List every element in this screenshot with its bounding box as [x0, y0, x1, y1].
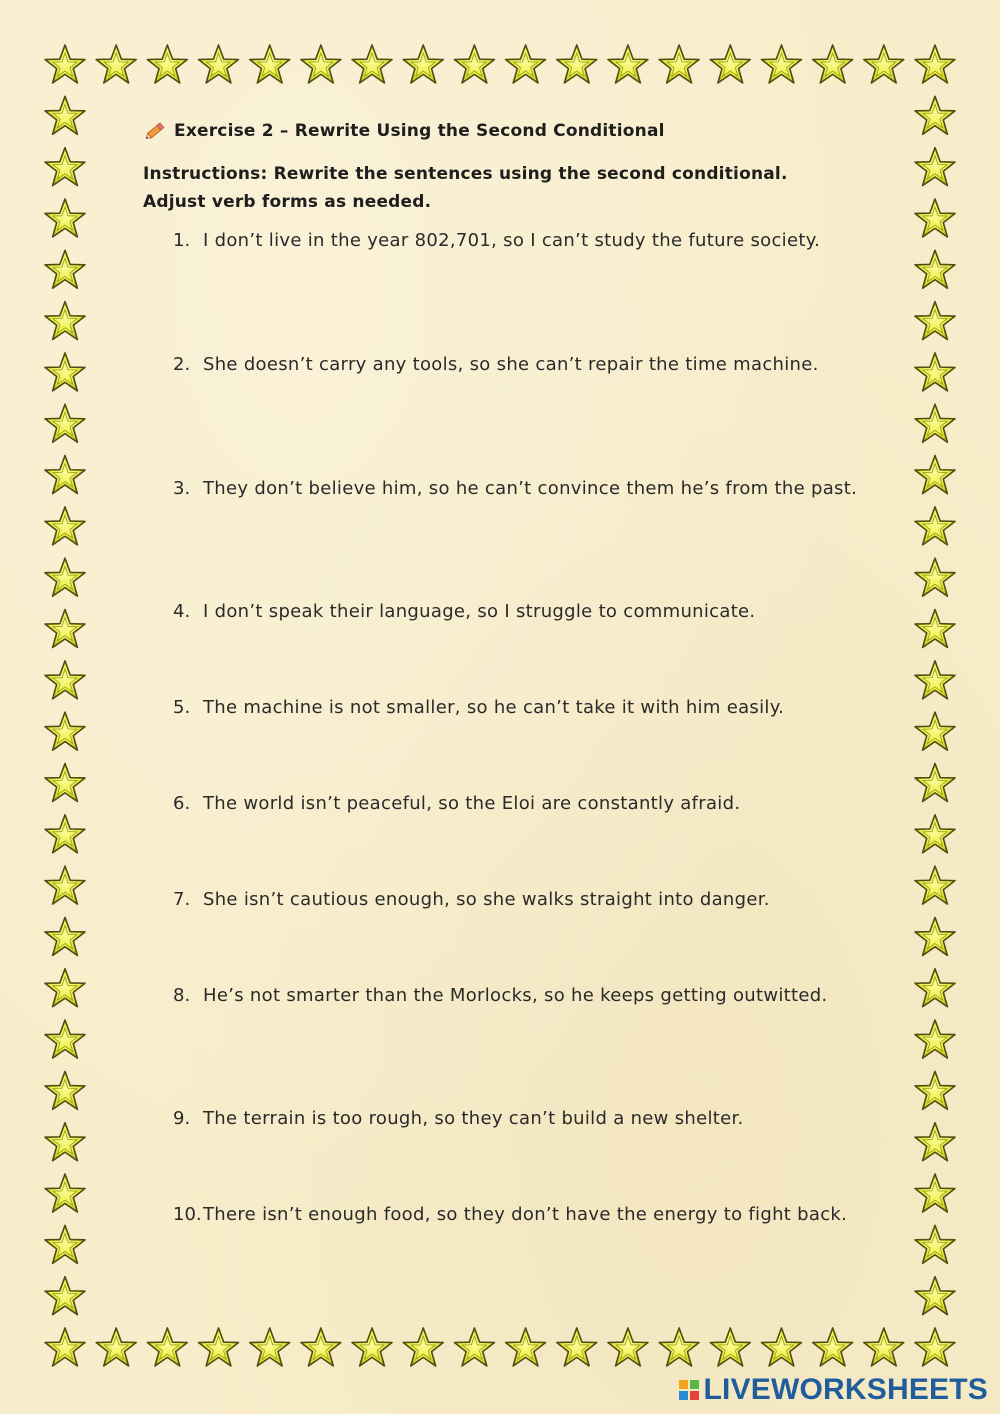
star-icon [915, 763, 955, 801]
star-icon [710, 45, 750, 83]
star-icon [45, 1328, 85, 1366]
star-icon [659, 45, 699, 83]
star-icon [506, 45, 546, 83]
item-number: 2. [173, 354, 191, 375]
item-number: 6. [173, 793, 191, 814]
star-icon [45, 763, 85, 801]
star-icon [45, 610, 85, 648]
star-icon [250, 1328, 290, 1366]
star-icon [915, 1277, 955, 1315]
list-item [173, 475, 863, 503]
star-icon [915, 1328, 955, 1366]
item-number: 8. [173, 985, 191, 1006]
star-icon [45, 1225, 85, 1263]
star-icon [915, 610, 955, 648]
star-icon [915, 1174, 955, 1212]
item-text: I don’t speak their language, so I struggle to communicate. [203, 601, 756, 622]
star-icon [403, 45, 443, 83]
star-icon [45, 917, 85, 955]
star-icon [45, 1020, 85, 1058]
star-icon [813, 45, 853, 83]
item-text: There isn’t enough food, so they don’t have the energy to fight back. [203, 1204, 848, 1225]
item-number: 1. [173, 230, 191, 251]
star-icon [915, 1123, 955, 1161]
instructions-line-1: Instructions: Rewrite the sentences using the second conditional. [143, 164, 788, 184]
item-text: She doesn’t carry any tools, so she can’t repair the time machine. [203, 354, 819, 375]
item-number: 9. [173, 1108, 191, 1129]
star-icon [199, 1328, 239, 1366]
item-number: 10. [173, 1204, 202, 1225]
star-icon [454, 45, 494, 83]
star-icon [96, 45, 136, 83]
list-item [173, 886, 863, 914]
star-icon [45, 866, 85, 904]
star-icon [864, 45, 904, 83]
list-item [173, 351, 863, 379]
item-text: The terrain is too rough, so they can’t build a new shelter. [203, 1108, 744, 1129]
star-icon [915, 917, 955, 955]
star-icon [557, 1328, 597, 1366]
star-icon [915, 96, 955, 134]
star-icon [45, 250, 85, 288]
exercise-title: Exercise 2 – Rewrite Using the Second Conditional [174, 121, 665, 141]
item-text: They don’t believe him, so he can’t convince them he’s from the past. [203, 478, 858, 499]
item-number: 7. [173, 889, 191, 910]
exercise-header [143, 116, 863, 146]
star-icon [557, 45, 597, 83]
brand-name: LIVEWORKSHEETS [703, 1373, 988, 1406]
star-icon [915, 404, 955, 442]
star-icon [147, 45, 187, 83]
star-icon [608, 1328, 648, 1366]
star-icon [45, 969, 85, 1007]
star-icon [45, 815, 85, 853]
item-number: 4. [173, 601, 191, 622]
star-icon [45, 45, 85, 83]
star-icon [45, 1174, 85, 1212]
item-number: 3. [173, 478, 191, 499]
star-icon [915, 250, 955, 288]
pencil-icon [143, 120, 167, 142]
exercise-content [143, 116, 863, 216]
item-text: He’s not smarter than the Morlocks, so he keeps getting outwitted. [203, 985, 828, 1006]
star-icon [45, 1123, 85, 1161]
instructions-line-2: Adjust verb forms as needed. [143, 192, 432, 212]
star-icon [147, 1328, 187, 1366]
star-icon [915, 456, 955, 494]
liveworksheets-logo-icon [678, 1379, 700, 1401]
star-icon [352, 45, 392, 83]
list-item [173, 694, 863, 722]
star-icon [45, 456, 85, 494]
star-icon [403, 1328, 443, 1366]
star-icon [301, 1328, 341, 1366]
list-item [173, 790, 863, 818]
star-icon [199, 45, 239, 83]
star-icon [915, 712, 955, 750]
star-icon [915, 1225, 955, 1263]
star-icon [659, 1328, 699, 1366]
star-icon [915, 866, 955, 904]
star-icon [454, 1328, 494, 1366]
item-text: I don’t live in the year 802,701, so I can’t study the future society. [203, 230, 821, 251]
star-icon [915, 45, 955, 83]
star-icon [864, 1328, 904, 1366]
star-icon [301, 45, 341, 83]
list-item [173, 598, 863, 626]
item-text: She isn’t cautious enough, so she walks straight into danger. [203, 889, 770, 910]
star-icon [761, 45, 801, 83]
star-icon [915, 1071, 955, 1109]
star-icon [250, 45, 290, 83]
star-icon [45, 199, 85, 237]
star-icon [352, 1328, 392, 1366]
star-icon [608, 45, 648, 83]
star-icon [506, 1328, 546, 1366]
instructions [143, 160, 843, 216]
star-icon [813, 1328, 853, 1366]
star-icon [915, 969, 955, 1007]
item-number: 5. [173, 697, 191, 718]
star-icon [45, 404, 85, 442]
brand-watermark [678, 1374, 989, 1406]
star-icon [45, 661, 85, 699]
star-icon [915, 661, 955, 699]
star-icon [45, 1277, 85, 1315]
list-item [173, 1201, 863, 1229]
list-item [173, 982, 863, 1010]
star-icon [45, 712, 85, 750]
star-icon [915, 507, 955, 545]
star-icon [45, 353, 85, 391]
star-icon [45, 96, 85, 134]
star-icon [915, 815, 955, 853]
star-icon [96, 1328, 136, 1366]
star-icon [915, 302, 955, 340]
star-icon [915, 353, 955, 391]
star-icon [915, 199, 955, 237]
list-item [173, 227, 863, 255]
star-icon [45, 1071, 85, 1109]
item-text: The machine is not smaller, so he can’t take it with him easily. [203, 697, 785, 718]
star-icon [45, 302, 85, 340]
list-item [173, 1105, 863, 1133]
star-icon [915, 1020, 955, 1058]
star-icon [710, 1328, 750, 1366]
item-text: The world isn’t peaceful, so the Eloi are constantly afraid. [203, 793, 741, 814]
star-icon [45, 148, 85, 186]
star-icon [915, 558, 955, 596]
star-icon [45, 558, 85, 596]
star-icon [45, 507, 85, 545]
star-icon [915, 148, 955, 186]
star-icon [761, 1328, 801, 1366]
